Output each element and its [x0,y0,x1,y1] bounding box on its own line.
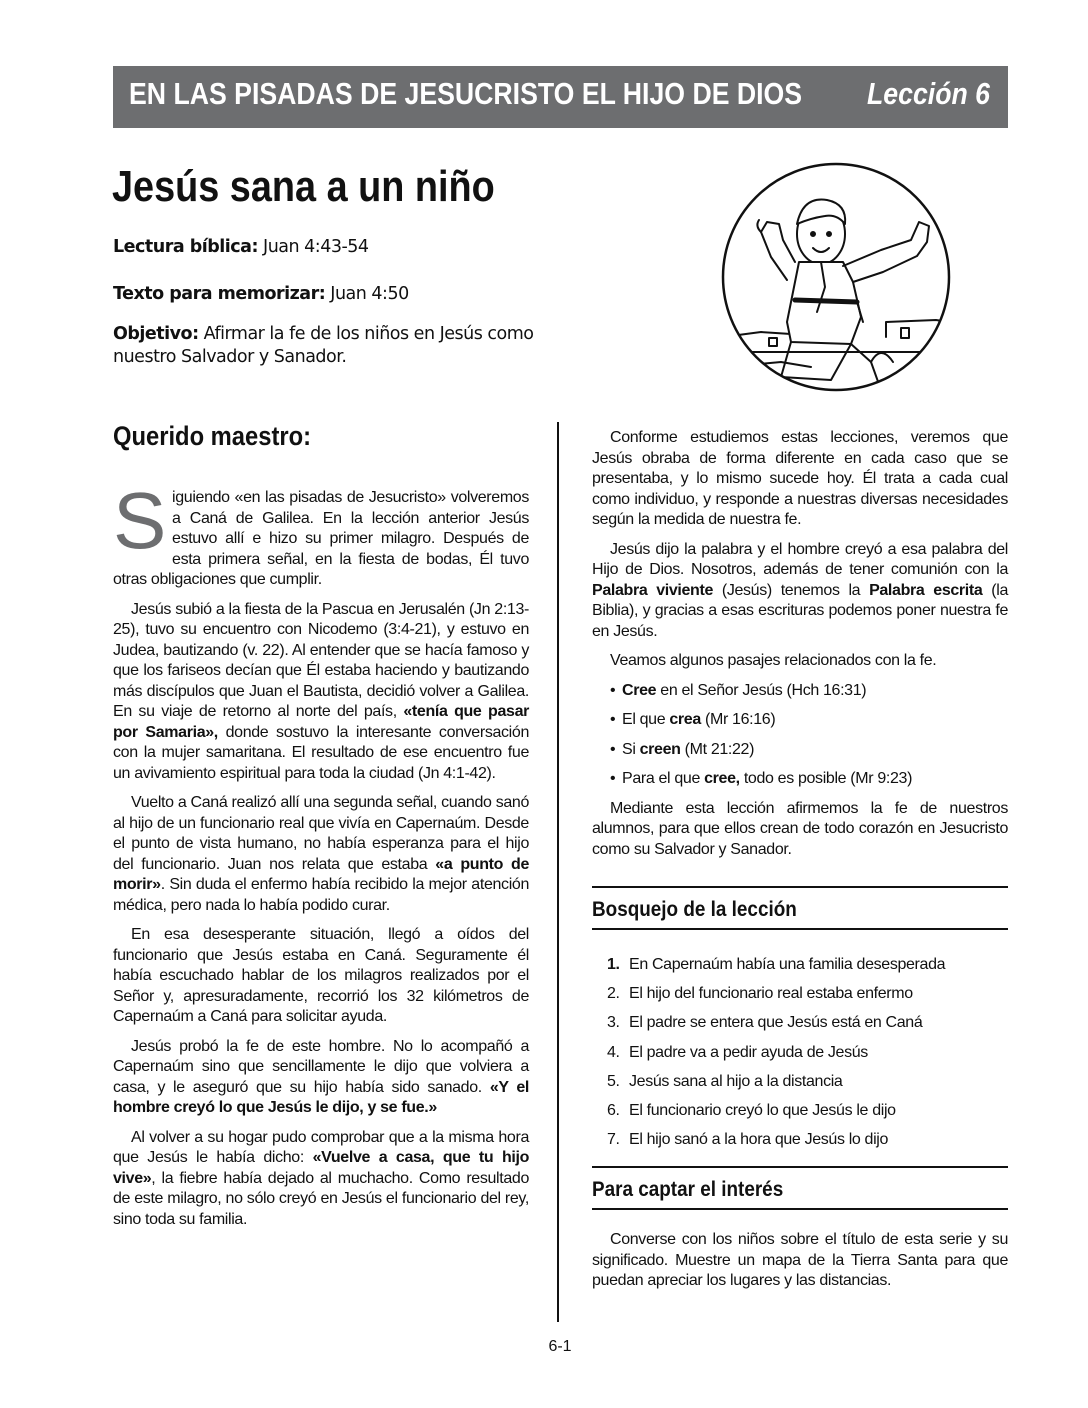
paragraph: Jesús dijo la palabra y el hombre creyó a esa palabra del Hijo de Dios. Nosotros, además de tener comunión con la Palabra viviente (Jesús) tenemos la Palabra escrita (la Biblia), y gracias a esas escrituras podemos poner nuestra fe en Jesús. [592,540,1008,640]
list-item: 6. El funcionario creyó lo que Jesús le dijo [607,1101,896,1119]
list-item: • Cree en el Señor Jesús (Hch 16:31) [592,681,1008,702]
paragraph: En esa desesperante situación, llegó a oídos del funcionario que Jesús estaba en Caná. Seguramente él había escuchado hablar de los milagros realizados por el Señor y, apresuradamente, recorrió los 32 kilómetros de Capernaúm a Caná para solicitar ayuda. [113,926,529,1025]
series-banner [113,66,1008,128]
section-rule [592,1208,1008,1210]
bullet-icon: • [610,770,616,787]
list-item: 3. El padre se entera que Jesús está en Caná [607,1014,923,1032]
column-divider [557,422,559,1322]
list-item: 1. En Capernaúm había una familia desesperada [607,956,946,973]
bible-reading [113,237,369,257]
happy-child-illustration [721,162,951,392]
paragraph: Jesús subió a la fiesta de la Pascua en Jerusalén (Jn 2:13-25), tuvo su encuentro con Nicodemo (3:4-21), y estuvo en Judea, bautizando (v. 22). Al entender que se hacía famoso y que los fariseos decían que Él estaba haciendo y bautizando más discípulos que Juan el Bautista, decidió volver a Galilea. En su viaje de retorno al norte del país, «tenía que pasar por Samaria», donde sostuvo la interesante conversación con la mujer samaritana. El resultado de ese encuentro fue un avivamiento espiritual para toda la ciudad (Jn 4:1-42). [113,600,529,782]
interest-text: Converse con los niños sobre el título de esta serie y su significado. Muestre un mapa de la Tierra Santa para que puedan apreciar los lugares y las distancias. [592,1231,1008,1289]
bullet-icon: • [610,681,616,699]
page-number: 6-1 [548,1338,572,1355]
list-item: 5. Jesús sana al hijo a la distancia [607,1072,843,1090]
list-item: 4. El padre va a pedir ayuda de Jesús [607,1043,868,1061]
memory-verse-value: Juan 4:50 [325,284,409,304]
paragraph: Conforme estudiemos estas lecciones, veremos que Jesús obraba de forma diferente en cada caso que se presentaba, y lo mismo sucede hoy. Él trata a cada cual como individuo, y responde a nuestras diversas necesidades según la medida de nuestra fe. [592,429,1008,528]
section-rule [592,928,1008,930]
objective [113,323,583,369]
teacher-heading: Querido maestro: [113,421,312,451]
interest-section [592,1166,1008,1210]
memory-verse-label: Texto para memorizar: [113,284,326,304]
interest-heading: Para captar el interés [592,1178,784,1201]
series-title: EN LAS PISADAS DE JESUCRISTO EL HIJO DE DIOS [129,76,803,111]
list-item: 7. El hijo sanó a la hora que Jesús lo dijo [607,1131,889,1149]
paragraph: Mediante esta lección afirmemos la fe de nuestros alumnos, para que ellos crean de todo corazón en Jesucristo como su Salvador y Sanador. [592,799,1008,858]
objective-label: Objetivo: [113,324,199,344]
bible-reading-label: Lectura bíblica: [113,237,258,257]
memory-verse [113,284,409,304]
teacher-letter [113,476,529,1239]
paragraph: Al volver a su hogar pudo comprobar que a la misma hora que Jesús le había dicho: «Vuelve a casa, que tu hijo vive», la fiebre había dejado al muchacho. Como resultado de este milagro, no sólo creyó en Jesús el funcionario del rey, sino toda su familia. [113,1128,529,1228]
faith-verses-list [592,681,1008,790]
bible-reading-value: Juan 4:43-54 [257,237,369,257]
teacher-letter-continued [592,428,1008,869]
outline-list [607,955,1007,1159]
lesson-title: Jesús sana a un niño [112,162,495,211]
list-item: • El que crea (Mr 16:16) [592,710,1008,731]
bullet-icon: • [610,711,616,728]
list-item: 2. El hijo del funcionario real estaba enfermo [607,985,913,1003]
bullet-icon: • [610,740,616,758]
paragraph: Siguiendo «en las pisadas de Jesucristo» volveremos a Caná de Galilea. En la lección anterior Jesús estuvo allí e hizo su primer milagro. Después de esta primera señal, en la fiesta de bodas, Él tuvo otras obligaciones que cumplir. [113,476,529,588]
drop-cap: S [113,476,167,565]
paragraph: Jesús probó la fe de este hombre. No lo acompañó a Capernaúm sino que sencillamente le dijo que volviera a casa, y le aseguró que su hijo había sido sanado. «Y el hombre creyó lo que Jesús le dijo, y se fue.» [113,1037,529,1116]
outline-section [592,886,1008,930]
objective-value: Afirmar la fe de los niños en Jesús como nuestro Salvador y Sanador. [113,324,534,367]
paragraph: Vuelto a Caná realizó allí una segunda señal, cuando sanó al hijo de un funcionario real que vivía en Capernaúm. Desde el punto de vista humano, no había esperanza para el hijo del funcionario. Juan nos relata que estaba «a punto de morir». Sin duda el enfermo había recibido la mejor atención médica, pero nada lo había podido curar. [113,794,529,914]
outline-heading: Bosquejo de la lección [592,898,797,921]
list-item: • Si creen (Mt 21:22) [592,740,1008,761]
lesson-number: Lección 6 [867,76,990,111]
list-item: • Para el que cree, todo es posible (Mr 9:23) [592,769,1008,790]
paragraph: Veamos algunos pasajes relacionados con la fe. [610,652,937,669]
